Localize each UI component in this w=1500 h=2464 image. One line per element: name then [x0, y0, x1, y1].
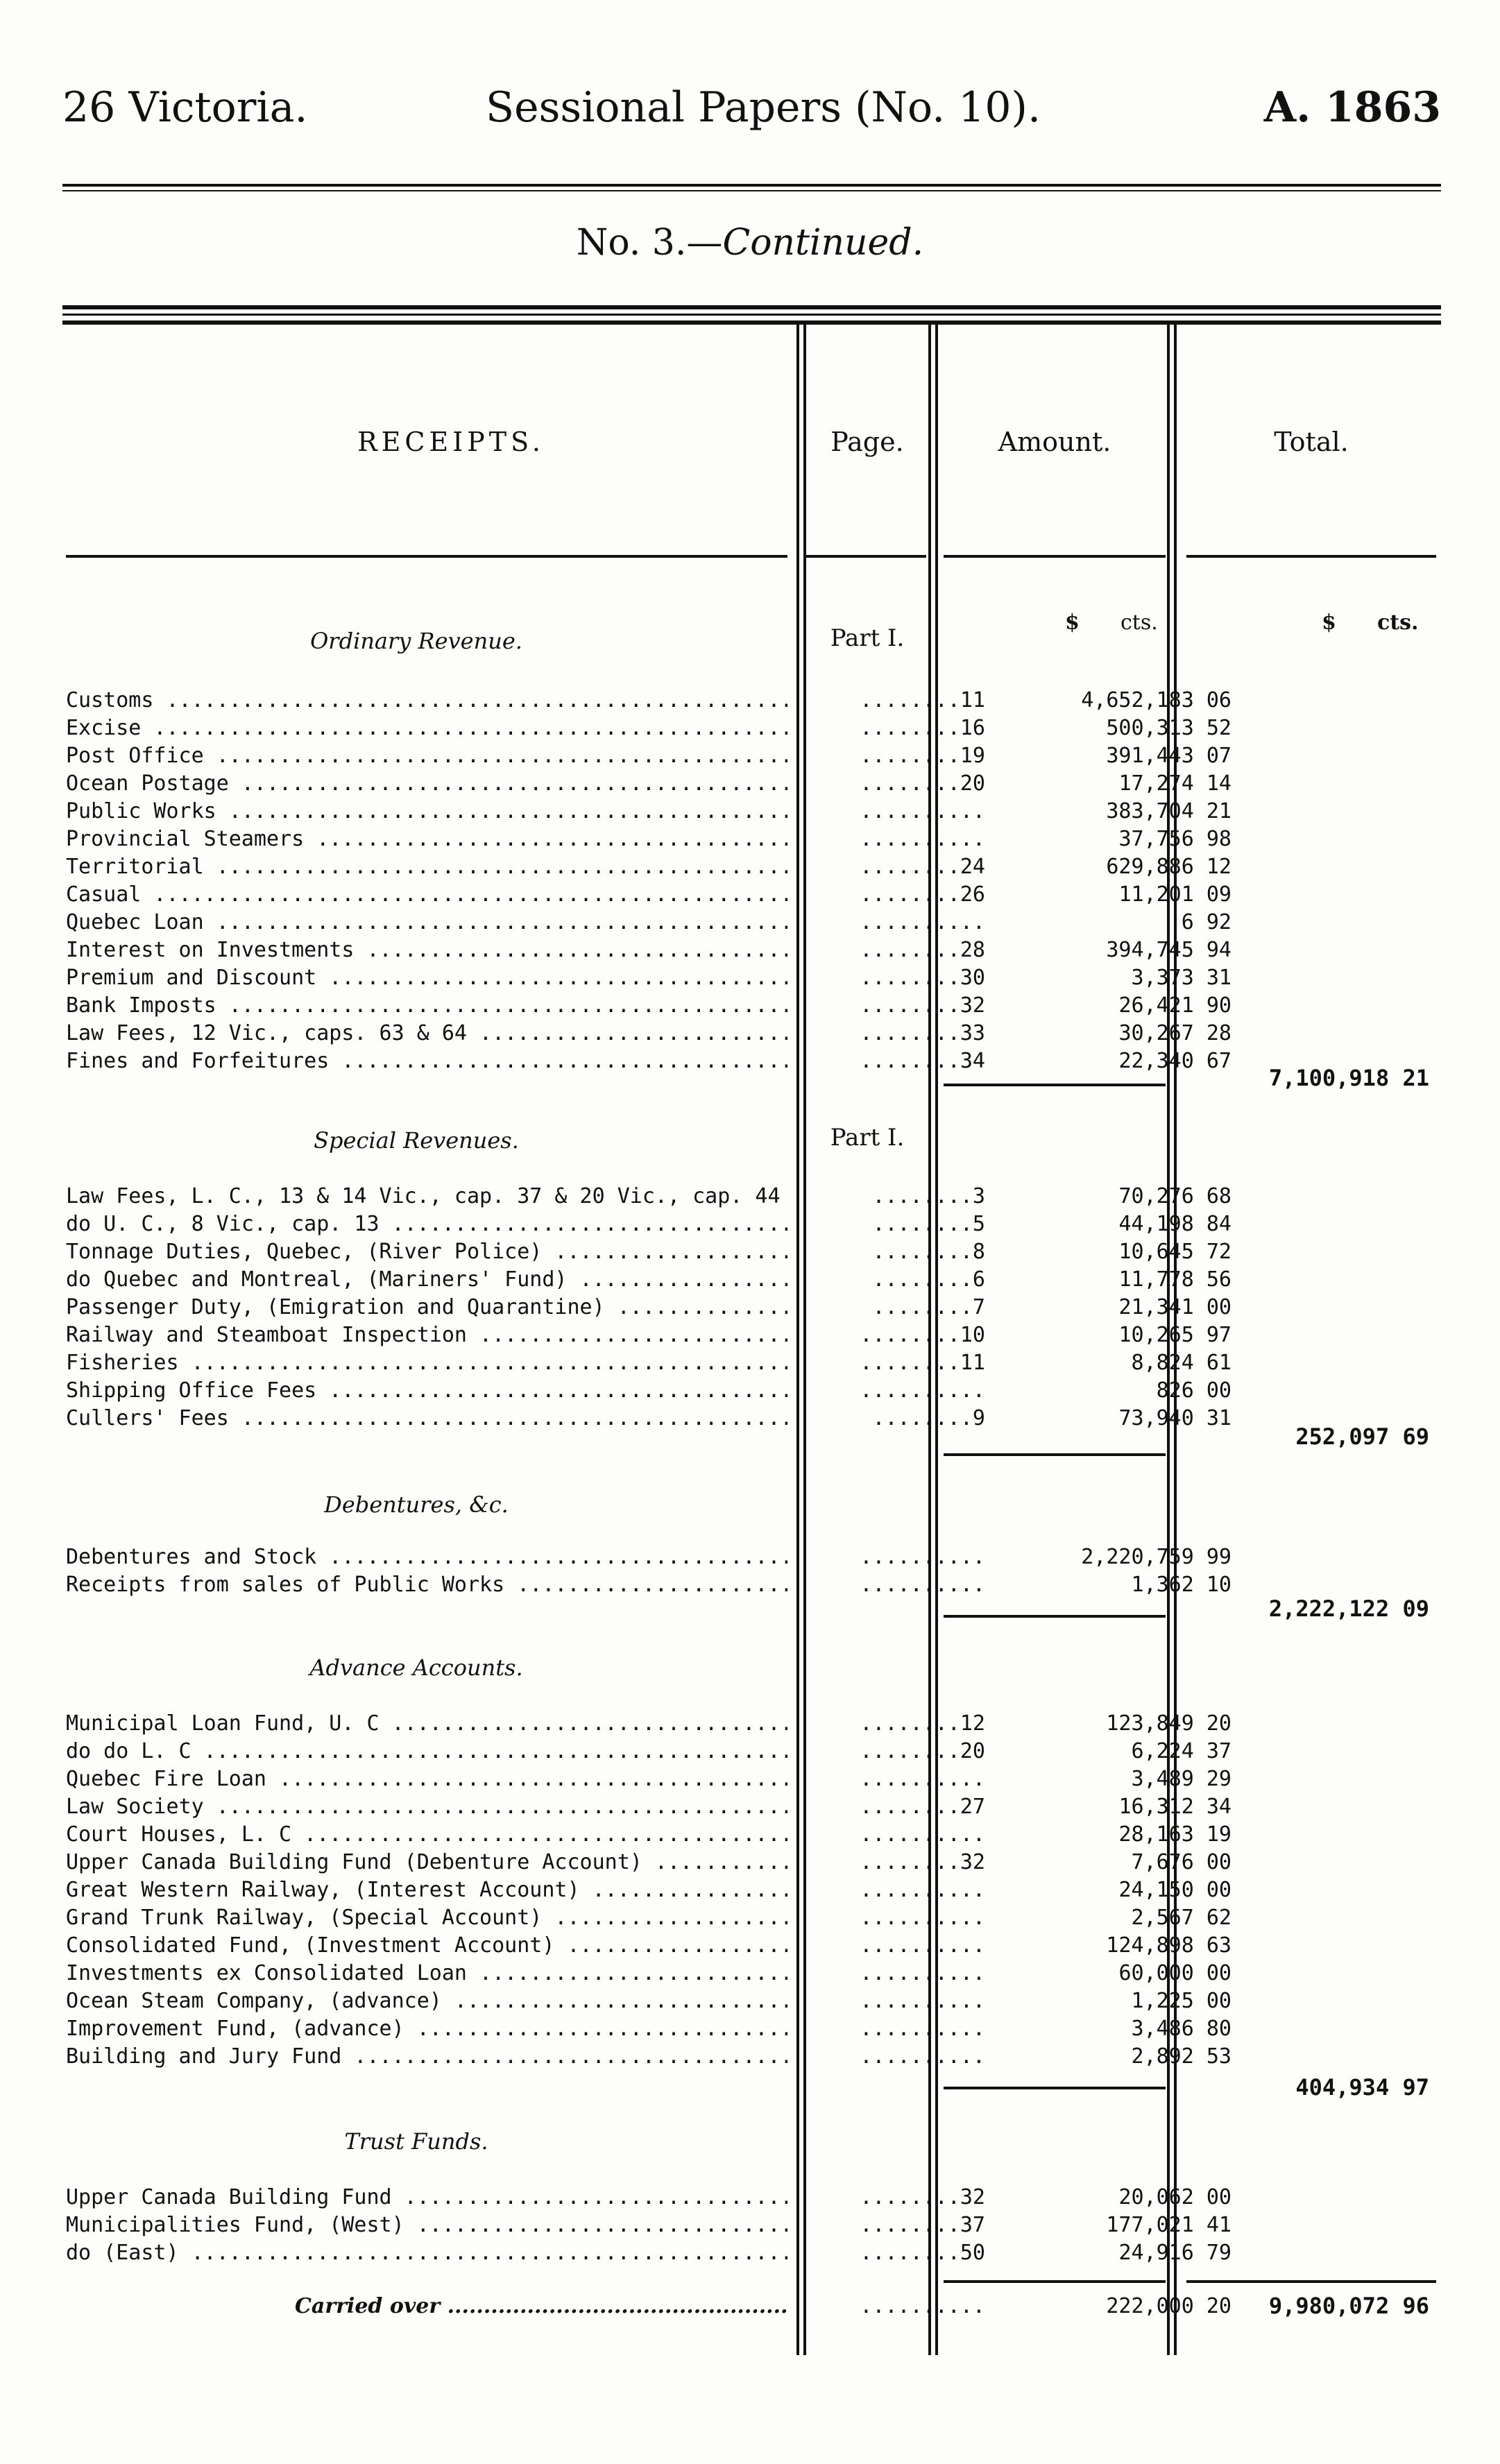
- table-row: [66, 1793, 1454, 1821]
- table-row: [66, 2043, 1454, 2071]
- row-label: Court Houses, L. C .....: [66, 1821, 787, 1849]
- table-row: [66, 2211, 1454, 2239]
- table-row: [66, 1765, 1454, 1793]
- amount-value: 1,362 10: [1131, 1573, 1231, 1597]
- amount-value: 6 92: [1181, 910, 1231, 934]
- row-label: Law Society .....: [66, 1793, 787, 1821]
- table-row: [66, 1266, 1454, 1294]
- page-ref: ..........: [860, 1933, 985, 1958]
- page-ref: ........27: [860, 1795, 985, 1819]
- amount-value: 2,567 62: [1131, 1906, 1231, 1930]
- amount-value: 11,778 56: [1118, 1267, 1231, 1292]
- page-ref: ........5: [872, 1212, 985, 1236]
- row-label: Provincial Steamers .....: [66, 825, 787, 853]
- subtitle-prefix: No. 3.—: [576, 222, 723, 264]
- page-ref: ........50: [860, 2241, 985, 2265]
- page-ref: ........32: [860, 993, 985, 1018]
- table-row: [66, 1821, 1454, 1849]
- amount-value: 629,886 12: [1106, 855, 1231, 879]
- document-title: Sessional Papers (No. 10).: [486, 83, 1041, 132]
- row-label: Bank Imposts .....: [66, 992, 787, 1020]
- row-label: Quebec Loan .....: [66, 909, 787, 936]
- subtotal-rule: [944, 1084, 1166, 1086]
- amount-value: 177,021 41: [1106, 2213, 1231, 2237]
- table-row: [66, 1321, 1454, 1349]
- amount-value: 3,486 80: [1131, 2017, 1231, 2041]
- advance-total: 404,934 97: [1295, 2074, 1429, 2101]
- page-ref: ........32: [860, 1850, 985, 1874]
- page-ref: ........7: [872, 1295, 985, 1319]
- table-row: [66, 964, 1454, 992]
- amount-value: 1,225 00: [1131, 1989, 1231, 2013]
- row-label: Fines and Forfeitures .....: [66, 1047, 787, 1075]
- page-ref: ........8: [872, 1240, 985, 1264]
- page-ref: ........32: [860, 2185, 985, 2209]
- row-label: Shipping Office Fees .....: [66, 1377, 787, 1405]
- row-label: do do L. C .....: [66, 1738, 787, 1765]
- session-label: 26 Victoria.: [62, 83, 308, 132]
- subtotal-rule: [944, 2280, 1166, 2283]
- table-row: [66, 1294, 1454, 1321]
- page-ref: ........20: [860, 771, 985, 796]
- table-row: [66, 1738, 1454, 1765]
- page-subtitle: [0, 222, 1500, 264]
- row-label: Public Works .....: [66, 798, 787, 825]
- amount-value: 3,373 31: [1131, 966, 1231, 990]
- amount-value: 26,421 90: [1118, 993, 1231, 1018]
- table-row: [66, 2239, 1454, 2267]
- page-ref: ........11: [860, 688, 985, 712]
- table-row: [66, 1377, 1454, 1405]
- header-bottom-rule: [944, 555, 1166, 558]
- row-label: Receipts from sales of Public Works .....: [66, 1571, 787, 1599]
- row-label: Grand Trunk Railway, (Special Account) .....: [66, 1904, 787, 1932]
- page-ref: ..........: [860, 2294, 985, 2318]
- page-ref: ..........: [860, 1906, 985, 1930]
- row-label: Improvement Fund, (advance) .....: [66, 2015, 787, 2043]
- amount-value: 10,265 97: [1118, 1323, 1231, 1347]
- page-ref: ........34: [860, 1049, 985, 1073]
- amount-value: 2,220,759 99: [1081, 1545, 1231, 1569]
- table-row: [66, 1183, 1454, 1210]
- amount-value: 3,489 29: [1131, 1767, 1231, 1791]
- row-label: Quebec Fire Loan .....: [66, 1765, 787, 1793]
- row-label: Excise .....: [66, 715, 787, 742]
- row-label: Territorial .....: [66, 853, 787, 881]
- page-ref: ..........: [860, 827, 985, 851]
- row-label: Customs .....: [66, 687, 787, 715]
- row-label: Railway and Steamboat Inspection .....: [66, 1321, 787, 1349]
- page-ref: ........16: [860, 716, 985, 740]
- table-row: [66, 1876, 1454, 1904]
- table-row: [66, 687, 1454, 715]
- table-row: [66, 798, 1454, 825]
- table-row: [66, 742, 1454, 770]
- page-ref: ........12: [860, 1711, 985, 1736]
- page-ref: ........10: [860, 1323, 985, 1347]
- row-label: Upper Canada Building Fund (Debenture Account) .....: [66, 1849, 787, 1876]
- table-top-rule: [62, 305, 1441, 309]
- row-label: Cullers' Fees .....: [66, 1405, 787, 1432]
- table-row: [66, 881, 1454, 909]
- table-row: [66, 1210, 1454, 1238]
- section-title-special: Special Revenues.: [314, 1127, 519, 1154]
- row-label: Passenger Duty, (Emigration and Quarantine) .....: [66, 1294, 787, 1321]
- page-ref: ........33: [860, 1021, 985, 1045]
- table-row: [66, 992, 1454, 1020]
- amount-value: 24,150 00: [1118, 1878, 1231, 1902]
- carried-over-total: 9,980,072 96: [1268, 2293, 1429, 2319]
- part-label: Part I.: [830, 624, 905, 652]
- amount-value: 500,313 52: [1106, 716, 1231, 740]
- col-header-amount: Amount.: [998, 427, 1111, 457]
- table-row: [66, 825, 1454, 853]
- page-ref: ........9: [872, 1406, 985, 1430]
- row-label: Interest on Investments .....: [66, 936, 787, 964]
- amount-value: 44,198 84: [1118, 1212, 1231, 1236]
- amount-value: 20,062 00: [1118, 2185, 1231, 2209]
- table-row: [66, 1932, 1454, 1960]
- table-row: [66, 2015, 1454, 2043]
- col-header-page: Page.: [830, 427, 904, 457]
- section-title-trust: Trust Funds.: [344, 2128, 488, 2155]
- amount-value: 22,340 67: [1118, 1049, 1231, 1073]
- row-label: Law Fees, L. C., 13 & 14 Vic., cap. 37 & 20 Vic., cap. 44 .....: [66, 1183, 787, 1210]
- amount-value: 4,652,183 06: [1081, 688, 1231, 712]
- table-row: [66, 1987, 1454, 2015]
- page-ref: ........30: [860, 966, 985, 990]
- section-title-ordinary: Ordinary Revenue.: [310, 628, 522, 654]
- col-header-receipts: RECEIPTS.: [357, 427, 545, 457]
- amount-value: 394,745 94: [1106, 938, 1231, 962]
- debentures-total: 2,222,122 09: [1268, 1595, 1429, 1622]
- page-ref: ........6: [872, 1267, 985, 1292]
- dollar-unit-total: $: [1322, 610, 1336, 635]
- table-row: [66, 936, 1454, 964]
- amount-value: 123,849 20: [1106, 1711, 1231, 1736]
- row-label: do U. C., 8 Vic., cap. 13 .....: [66, 1210, 787, 1238]
- row-label: Debentures and Stock .....: [66, 1543, 787, 1571]
- row-label: Great Western Railway, (Interest Account) .....: [66, 1876, 787, 1904]
- table-row: [66, 715, 1454, 742]
- amount-value: 70,276 68: [1118, 1184, 1231, 1208]
- section-title-advance: Advance Accounts.: [309, 1654, 523, 1681]
- amount-value: 6,224 37: [1131, 1739, 1231, 1763]
- page-ref: ........24: [860, 855, 985, 879]
- page-ref: ..........: [860, 2017, 985, 2041]
- amount-value: 24,916 79: [1118, 2241, 1231, 2265]
- amount-value: 37,756 98: [1118, 827, 1231, 851]
- table-row: [66, 770, 1454, 798]
- page-ref: ..........: [860, 1573, 985, 1597]
- amount-value: 28,163 19: [1118, 1822, 1231, 1847]
- page-ref: ........37: [860, 2213, 985, 2237]
- row-label: Casual .....: [66, 881, 787, 909]
- table-row: [66, 2184, 1454, 2211]
- table-row: [66, 1238, 1454, 1266]
- page-ref: ........28: [860, 938, 985, 962]
- part-label: Part I.: [830, 1124, 905, 1152]
- amount-value: 2,892 53: [1131, 2044, 1231, 2069]
- section-title-debentures: Debentures, &c.: [324, 1491, 509, 1518]
- row-label: do Quebec and Montreal, (Mariners' Fund) .....: [66, 1266, 787, 1294]
- special-total: 252,097 69: [1295, 1423, 1429, 1450]
- carried-over-amount: 222,000 20: [1106, 2294, 1231, 2318]
- table-row: [66, 1710, 1454, 1738]
- page-ref: ..........: [860, 2044, 985, 2069]
- page-ref: ........20: [860, 1739, 985, 1763]
- row-label: do (East) .....: [66, 2239, 787, 2267]
- amount-value: 60,000 00: [1118, 1961, 1231, 1985]
- header-bottom-rule: [805, 555, 926, 558]
- page-ref: ..........: [860, 1989, 985, 2013]
- ordinary-total: 7,100,918 21: [1268, 1065, 1429, 1091]
- amount-value: 8,824 61: [1131, 1351, 1231, 1375]
- cents-unit: cts.: [1120, 610, 1158, 635]
- subtitle-suffix: Continued.: [722, 222, 924, 264]
- subtotal-rule: [944, 1615, 1166, 1618]
- amount-value: 16,312 34: [1118, 1795, 1231, 1819]
- row-label: Premium and Discount .....: [66, 964, 787, 992]
- row-label: Law Fees, 12 Vic., caps. 63 & 64 .....: [66, 1020, 787, 1047]
- subtotal-rule: [944, 2087, 1166, 2089]
- dollar-unit: $: [1065, 610, 1080, 635]
- amount-value: 383,704 21: [1106, 799, 1231, 823]
- header-rule-thin: [62, 190, 1441, 191]
- row-label: Municipalities Fund, (West) .....: [66, 2211, 787, 2239]
- amount-value: 21,341 00: [1118, 1295, 1231, 1319]
- subtotal-rule: [944, 1453, 1166, 1456]
- table-row: [66, 1960, 1454, 1987]
- header-bottom-rule: [66, 555, 787, 558]
- header-bottom-rule: [1186, 555, 1436, 558]
- table-row: [66, 1543, 1454, 1571]
- page-ref: ..........: [860, 910, 985, 934]
- page-ref: ........3: [872, 1184, 985, 1208]
- amount-value: 10,645 72: [1118, 1240, 1231, 1264]
- table-row: [66, 1349, 1454, 1377]
- page-ref: ..........: [860, 1545, 985, 1569]
- header-rule: [62, 184, 1441, 187]
- col-header-total: Total.: [1274, 427, 1349, 457]
- table-row: [66, 853, 1454, 881]
- total-rule: [1186, 2280, 1436, 2283]
- page-ref: ..........: [860, 799, 985, 823]
- row-label: Investments ex Consolidated Loan .....: [66, 1960, 787, 1987]
- row-label: Ocean Steam Company, (advance) .....: [66, 1987, 787, 2015]
- page-ref: ..........: [860, 1878, 985, 1902]
- table-top-rule-2: [62, 320, 1441, 325]
- table-row: [66, 1020, 1454, 1047]
- amount-value: 73,940 31: [1118, 1406, 1231, 1430]
- amount-value: 11,201 09: [1118, 882, 1231, 907]
- carried-over-label: Carried over .....: [66, 2293, 787, 2320]
- page-ref: ........11: [860, 1351, 985, 1375]
- row-label: Municipal Loan Fund, U. C .....: [66, 1710, 787, 1738]
- row-label: Post Office .....: [66, 742, 787, 770]
- table-top-rule-thin: [62, 314, 1441, 316]
- page-ref: ........26: [860, 882, 985, 907]
- row-label: Ocean Postage .....: [66, 770, 787, 798]
- table-row: [66, 1904, 1454, 1932]
- page-ref: ........19: [860, 744, 985, 768]
- page-ref: ..........: [860, 1961, 985, 1985]
- page-ref: ..........: [860, 1822, 985, 1847]
- row-label: Tonnage Duties, Quebec, (River Police) .....: [66, 1238, 787, 1266]
- cents-unit-total: cts.: [1377, 610, 1419, 635]
- amount-value: 7,676 00: [1131, 1850, 1231, 1874]
- page-ref: ..........: [860, 1378, 985, 1403]
- amount-value: 124,898 63: [1106, 1933, 1231, 1958]
- amount-value: 826 00: [1156, 1378, 1231, 1403]
- row-label: Consolidated Fund, (Investment Account) .....: [66, 1932, 787, 1960]
- table-row: [66, 1849, 1454, 1876]
- page-ref: ..........: [860, 1767, 985, 1791]
- row-label: Fisheries .....: [66, 1349, 787, 1377]
- row-label: Building and Jury Fund .....: [66, 2043, 787, 2071]
- row-label: Upper Canada Building Fund .....: [66, 2184, 787, 2211]
- amount-value: 391,443 07: [1106, 744, 1231, 768]
- table-row: [66, 1571, 1454, 1599]
- amount-value: 30,267 28: [1118, 1021, 1231, 1045]
- year-label: A. 1863: [1263, 83, 1441, 132]
- amount-value: 17,274 14: [1118, 771, 1231, 796]
- table-row: [66, 909, 1454, 936]
